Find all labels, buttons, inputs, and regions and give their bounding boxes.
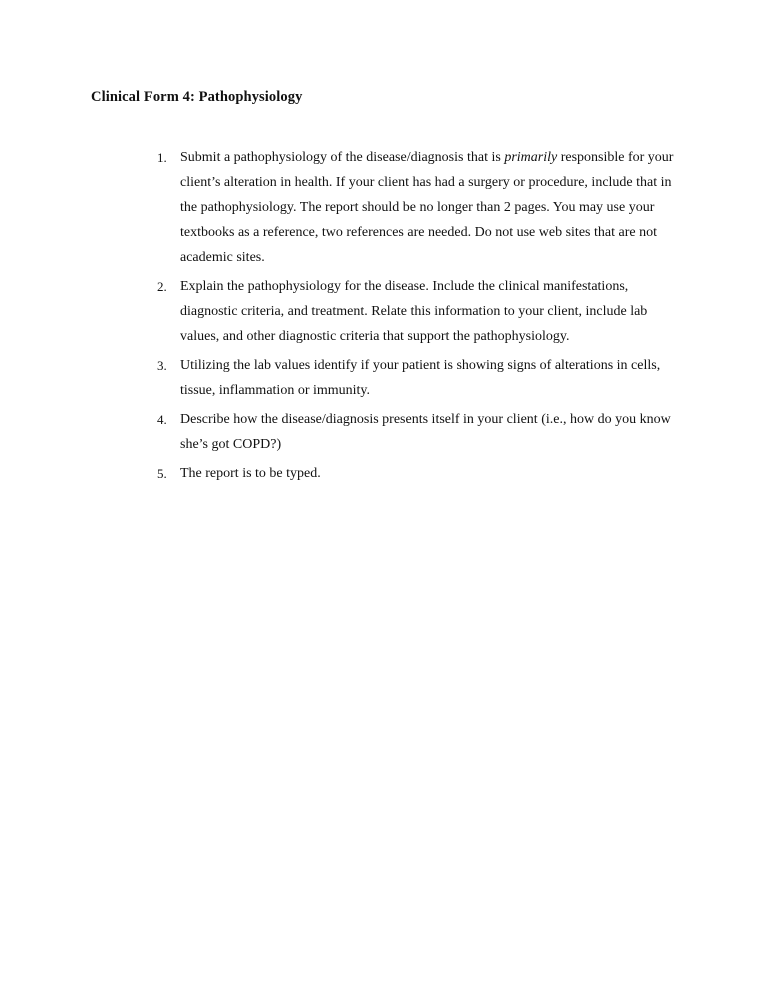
list-number: 3. bbox=[157, 358, 167, 373]
list-item-text: Utilizing the lab values identify if your patient is showing signs of alterations in cells, tissue, inflammation or immunity. bbox=[180, 358, 661, 398]
list-item-text bbox=[180, 150, 673, 265]
list-number: 2. bbox=[157, 279, 167, 294]
list-item-text-after: responsible for your client’s alteration in health. If your client has had a surgery or procedure, include that in the pathophysiology. The report should be no longer than 2 pages. You may use your textbooks as a reference, two references are needed. Do not use web sites that are not academic sites. bbox=[180, 150, 674, 265]
emphasis-text: primarily bbox=[504, 150, 558, 165]
list-number: 5. bbox=[157, 466, 167, 481]
instruction-list bbox=[0, 145, 768, 490]
list-item-text-before: Submit a pathophysiology of the disease/diagnosis that is bbox=[180, 150, 505, 165]
page-title: Clinical Form 4: Pathophysiology bbox=[91, 89, 303, 105]
list-item-5 bbox=[0, 461, 685, 486]
list-item-text: Describe how the disease/diagnosis presents itself in your client (i.e., how do you know she’s got COPD?) bbox=[180, 412, 671, 452]
list-number: 1. bbox=[157, 150, 167, 165]
list-item-text: The report is to be typed. bbox=[180, 466, 321, 481]
list-item-1 bbox=[0, 145, 685, 270]
list-item-3 bbox=[0, 353, 685, 403]
list-item-4 bbox=[0, 407, 685, 457]
list-item-text: Explain the pathophysiology for the disease. Include the clinical manifestations, diagnostic criteria, and treatment. Relate this information to your client, include lab values, and other diagnostic criteria that support the pathophysiology. bbox=[180, 279, 648, 344]
list-number: 4. bbox=[157, 412, 167, 427]
list-item-2 bbox=[0, 274, 685, 349]
